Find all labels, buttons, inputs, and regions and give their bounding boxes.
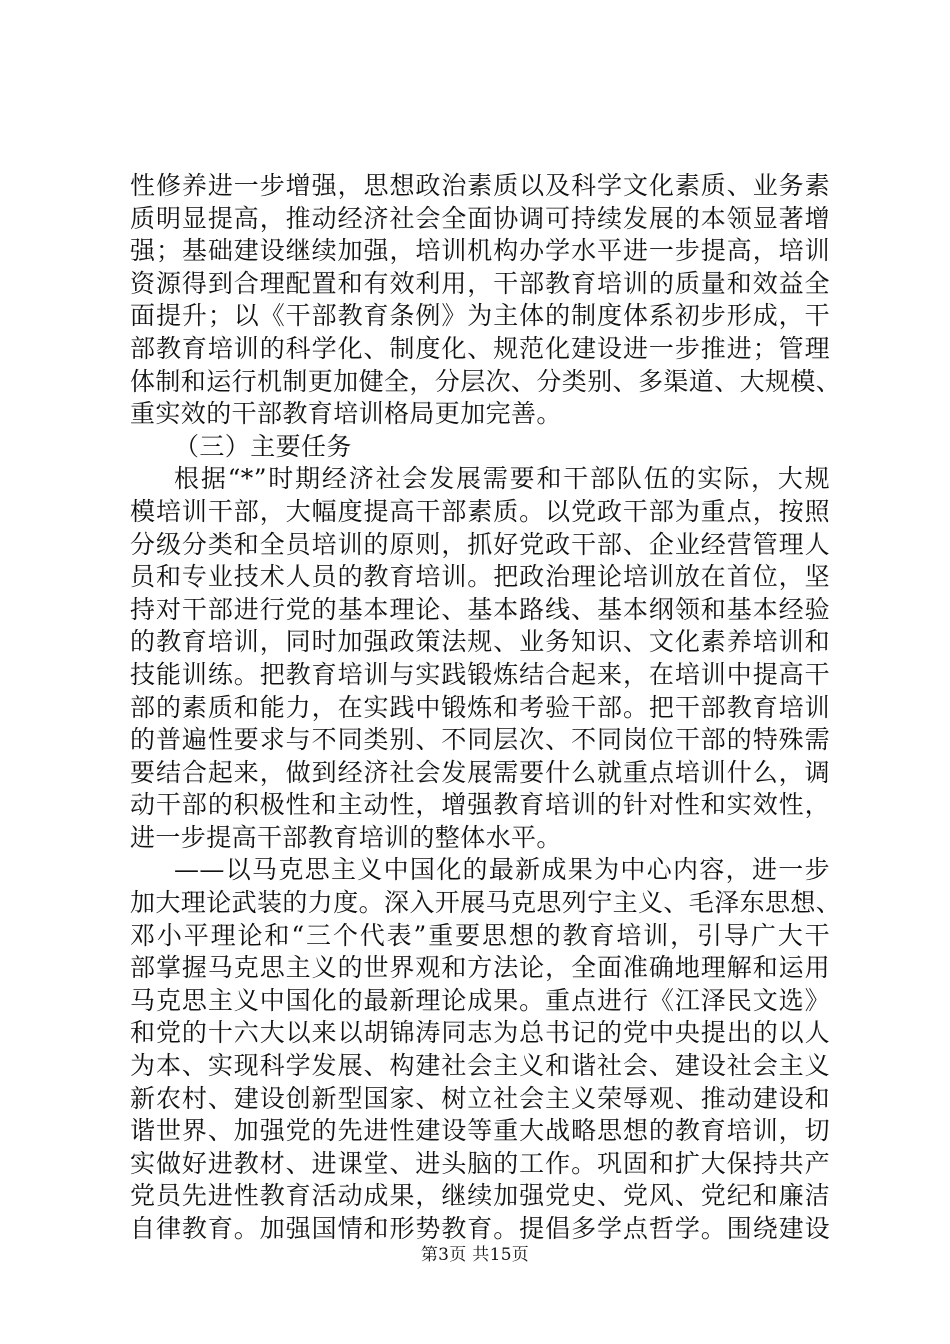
text-line: 质明显提高，推动经济社会全面协调可持续发展的本领显著增	[130, 203, 830, 233]
text-line: 新农村、建设创新型国家、树立社会主义荣辱观、推动建设和	[130, 1083, 830, 1113]
text-line: 部教育培训的科学化、制度化、规范化建设进一步推进；管理	[130, 333, 830, 363]
text-line: 的普遍性要求与不同类别、不同层次、不同岗位干部的特殊需	[130, 725, 830, 755]
text-line: 动干部的积极性和主动性，增强教育培训的针对性和实效性，	[130, 790, 830, 820]
text-line: 为本、实现科学发展、构建社会主义和谐社会、建设社会主义	[130, 1051, 830, 1081]
page-number-label: 第3页 共15页	[420, 1245, 530, 1265]
text-line: 技能训练。把教育培训与实践锻炼结合起来，在培训中提高干	[130, 659, 830, 689]
text-line: 党员先进性教育活动成果，继续加强党史、党风、党纪和廉洁	[130, 1181, 830, 1211]
text-line: 根据“*”时期经济社会发展需要和干部队伍的实际，大规	[174, 464, 830, 494]
body-text	[130, 170, 842, 1246]
text-line: 谐世界、加强党的先进性建设等重大战略思想的教育培训，切	[130, 1116, 830, 1146]
text-line: 重实效的干部教育培训格局更加完善。	[130, 399, 562, 429]
text-line: 强；基础建设继续加强，培训机构办学水平进一步提高，培训	[130, 236, 830, 266]
text-line: 实做好进教材、进课堂、进头脑的工作。巩固和扩大保持共产	[130, 1148, 830, 1178]
text-line: 要结合起来，做到经济社会发展需要什么就重点培训什么，调	[130, 757, 830, 787]
text-line: 性修养进一步增强，思想政治素质以及科学文化素质、业务素	[130, 171, 830, 200]
text-line: 模培训干部，大幅度提高干部素质。以党政干部为重点，按照	[130, 496, 830, 526]
text-line: 资源得到合理配置和有效利用，干部教育培训的质量和效益全	[130, 268, 830, 298]
text-line: 加大理论武装的力度。深入开展马克思列宁主义、毛泽东思想、	[130, 888, 842, 918]
text-line: 面提升；以《干部教育条例》为主体的制度体系初步形成，干	[130, 301, 830, 331]
text-line: 体制和运行机制更加健全，分层次、分类别、多渠道、大规模、	[130, 366, 842, 396]
text-line: 马克思主义中国化的最新理论成果。重点进行《江泽民文选》	[130, 985, 830, 1015]
text-line: 部的素质和能力，在实践中锻炼和考验干部。把干部教育培训	[130, 692, 830, 722]
text-line: 持对干部进行党的基本理论、基本路线、基本纲领和基本经验	[130, 594, 830, 624]
text-line: 进一步提高干部教育培训的整体水平。	[130, 822, 562, 852]
section-heading: （三）主要任务	[174, 431, 352, 461]
text-line: 邓小平理论和“三个代表”重要思想的教育培训，引导广大干	[130, 920, 830, 950]
text-line: 自律教育。加强国情和形势教育。提倡多学点哲学。围绕建设	[130, 1214, 830, 1243]
text-line: 员和专业技术人员的教育培训。把政治理论培训放在首位，坚	[130, 562, 830, 592]
text-line: 和党的十六大以来以胡锦涛同志为总书记的党中央提出的以人	[130, 1018, 830, 1048]
page-footer	[0, 1240, 950, 1265]
text-line: 部掌握马克思主义的世界观和方法论，全面准确地理解和运用	[130, 953, 830, 983]
text-line: 的教育培训，同时加强政策法规、业务知识、文化素养培训和	[130, 627, 830, 657]
text-line: ——以马克思主义中国化的最新成果为中心内容，进一步	[174, 855, 830, 885]
text-line: 分级分类和全员培训的原则，抓好党政干部、企业经营管理人	[130, 529, 830, 559]
